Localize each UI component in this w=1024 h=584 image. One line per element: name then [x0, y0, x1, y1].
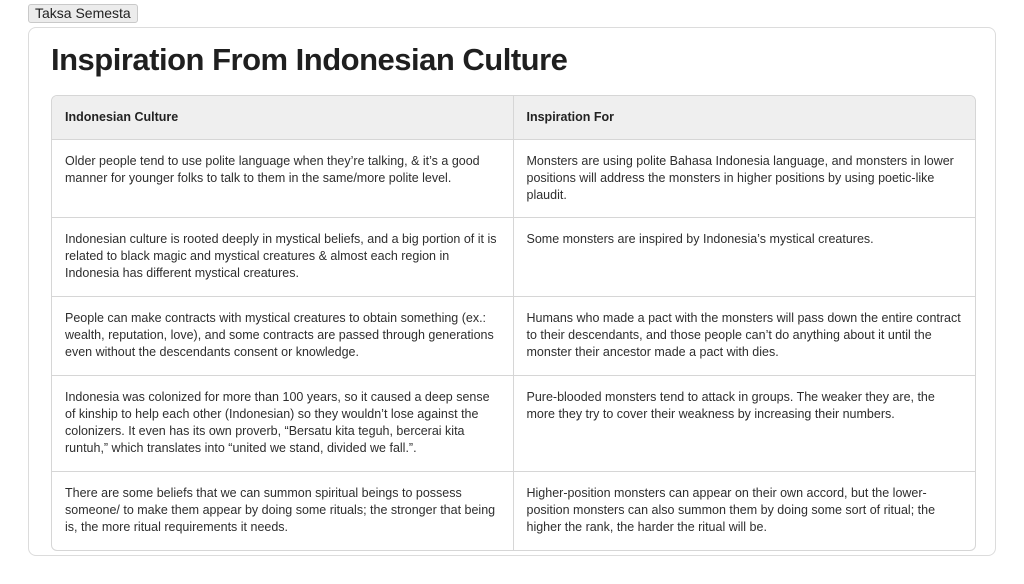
table-row [52, 297, 975, 376]
column-header-culture: Indonesian Culture [52, 96, 513, 140]
tag-label: Taksa Semesta [35, 5, 131, 21]
page-title: Inspiration From Indonesian Culture [51, 42, 568, 77]
table-row [52, 140, 975, 218]
inspiration-cell: Some monsters are inspired by Indonesia’s mystical creatures. [513, 218, 975, 297]
inspiration-cell: Humans who made a pact with the monsters will pass down the entire contract to their descendants, and those people can’t do anything about it until the monster their ancestor made a pact with dies. [513, 297, 975, 376]
culture-cell: People can make contracts with mystical creatures to obtain something (ex.: wealth, reputation, love), and some contracts are passed through generations even without the descendants consent or knowledge. [52, 297, 513, 376]
column-header-inspiration: Inspiration For [513, 96, 975, 140]
culture-cell: There are some beliefs that we can summon spiritual beings to possess someone/ to make them appear by doing some rituals; the stronger that being is, the more ritual requirements it needs. [52, 472, 513, 551]
inspiration-cell: Pure-blooded monsters tend to attack in groups. The weaker they are, the more they try to cover their weakness by increasing their numbers. [513, 376, 975, 472]
culture-table [51, 95, 976, 551]
culture-cell: Indonesia was colonized for more than 100 years, so it caused a deep sense of kinship to help each other (Indonesian) so they wouldn’t lose against the colonizers. It even has its own proverb, “Bersatu kita teguh, bercerai kita runtuh,” which translates into “united we stand, divided we fall.”. [52, 376, 513, 472]
content-card [28, 27, 996, 556]
culture-cell: Indonesian culture is rooted deeply in mystical beliefs, and a big portion of it is related to black magic and mystical creatures & almost each region in Indonesia has different mystical creatures. [52, 218, 513, 297]
table-row [52, 218, 975, 297]
tag-pill[interactable] [28, 4, 138, 23]
table-header-row [52, 96, 975, 140]
table-row [52, 472, 975, 551]
culture-cell: Older people tend to use polite language when they’re talking, & it’s a good manner for younger folks to talk to them in the same/more polite level. [52, 140, 513, 218]
inspiration-cell: Higher-position monsters can appear on their own accord, but the lower-position monsters can also summon them by doing some sort of ritual; the higher the rank, the harder the ritual will be. [513, 472, 975, 551]
table-row [52, 376, 975, 472]
inspiration-cell: Monsters are using polite Bahasa Indonesia language, and monsters in lower positions will address the monsters in higher positions by using poetic-like plaudit. [513, 140, 975, 218]
